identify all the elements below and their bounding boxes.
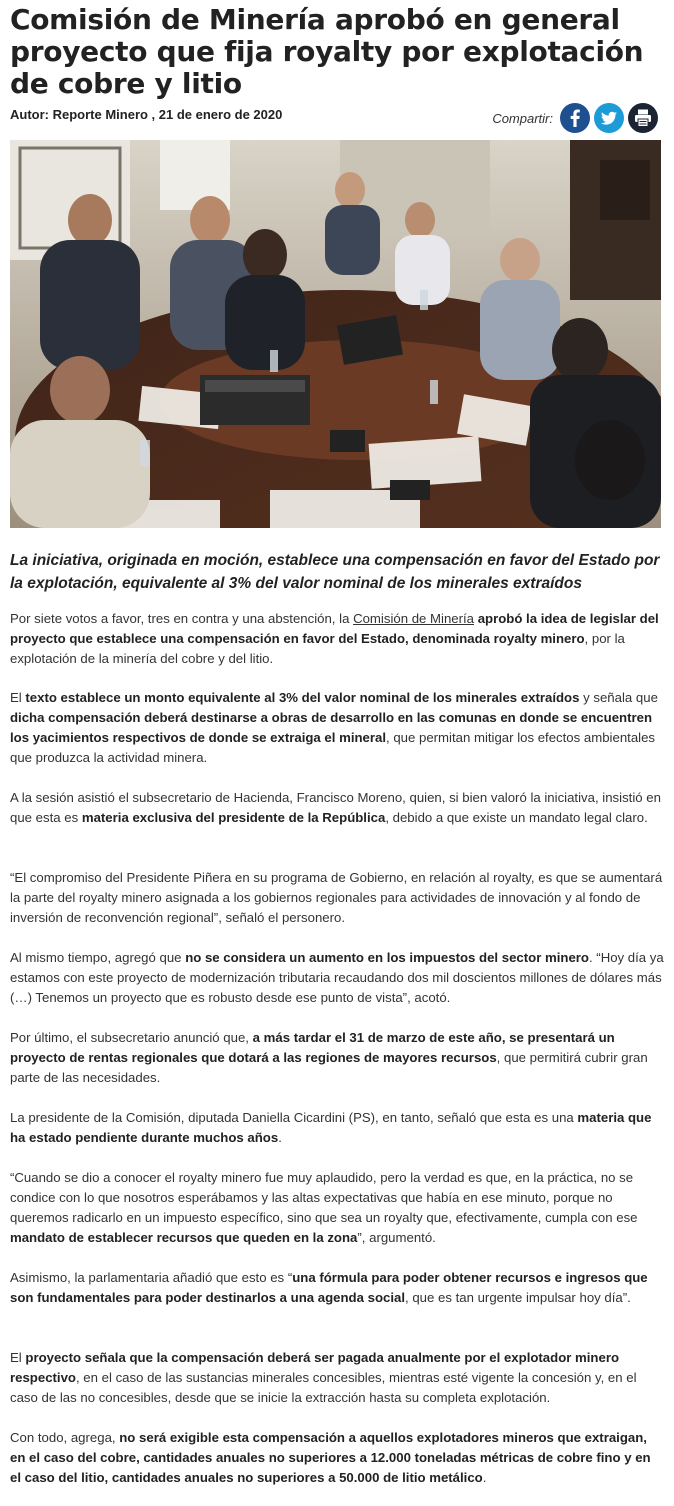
article-title: Comisión de Minería aprobó en general proyecto que fija royalty por explotación de cobre y litio <box>10 3 644 100</box>
facebook-share-button[interactable] <box>560 103 590 133</box>
facebook-icon <box>560 103 590 133</box>
paragraph-2: El texto establece un monto equivalente al 3% del valor nominal de los minerales extraídos y señala que dicha compensación deberá destinarse a obras de desarrollo en las comunas en donde se encuentren los yacimientos respectivos de donde se extraiga el mineral, que permitan mitigar los efectos ambientales que produzca la actividad minera. <box>10 690 658 765</box>
share-label: Compartir: <box>492 110 553 126</box>
paragraph-5: Al mismo tiempo, agregó que no se considera un aumento en los impuestos del sector minero. “Hoy día ya estamos con este proyecto de modernización tributaria recaudando dos mil doscientos millones de dólares más (…) Tenemos un proyecto que es robusto desde ese punto de vista”, acotó. <box>10 950 664 1005</box>
paragraph-9: Asimismo, la parlamentaria añadió que esto es “una fórmula para poder obtener recursos e ingresos que son fundamentales para poder destinarlos a una agenda social, que es tan urgente impulsar hoy día”. <box>10 1270 648 1305</box>
article-photo <box>10 140 661 528</box>
article-lead: La iniciativa, originada en moción, establece una compensación en favor del Estado por la explotación, equivalente al 3% del valor nominal de los minerales extraídos <box>10 552 660 592</box>
share-bar <box>492 104 658 132</box>
twitter-icon <box>594 103 624 133</box>
paragraph-4: “El compromiso del Presidente Piñera en su programa de Gobierno, en relación al royalty, es que se aumentará la parte del royalty minero asignada a los gobiernos regionales para actividades de innovación y al fondo de inversión de reconvención regional”, señaló el personero. <box>10 870 663 925</box>
paragraph-10: El proyecto señala que la compensación deberá ser pagada anualmente por el explotador minero respectivo, en el caso de las sustancias minerales concesibles, mientras esté vigente la concesión y, en el caso de las no concesibles, desde que se inicie la extracción hasta su completa explotación. <box>10 1350 637 1405</box>
paragraph-3: A la sesión asistió el subsecretario de Hacienda, Francisco Moreno, quien, si bien valoró la iniciativa, insistió en que esta es materia exclusiva del presidente de la República, debido a que existe un mandato legal claro. <box>10 790 661 825</box>
paragraph-8: “Cuando se dio a conocer el royalty minero fue muy aplaudido, pero la verdad es que, en la práctica, no se condice con lo que nosotros esperábamos y las altas expectativas que había en ese minuto, porque no queremos radicarlo en un impuesto específico, sino que sea un royalty que, efectivamente, cumpla con ese mandato de establecer recursos que queden en la zona”, argumentó. <box>10 1170 638 1245</box>
twitter-share-button[interactable] <box>594 103 624 133</box>
article-meta <box>10 104 660 132</box>
print-icon <box>628 103 658 133</box>
print-button[interactable] <box>628 103 658 133</box>
paragraph-11: Con todo, agrega, no será exigible esta compensación a aquellos explotadores mineros que extraigan, en el caso del cobre, cantidades anuales no superiores a 12.000 toneladas métricas de cobre fino y en el caso del litio, cantidades anuales no superiores a 50.000 de litio metálico. <box>10 1430 651 1485</box>
paragraph-7: La presidente de la Comisión, diputada Daniella Cicardini (PS), en tanto, señaló que esta es una materia que ha estado pendiente durante muchos años. <box>10 1110 652 1145</box>
comision-mineria-link[interactable]: Comisión de Minería <box>353 611 475 626</box>
paragraph-1: Por siete votos a favor, tres en contra y una abstención, la Comisión de Minería aprobó la idea de legislar del proyecto que establece una compensación en favor del Estado, denominada royalty minero, por la explotación de la minería del cobre y del litio. <box>10 611 659 666</box>
author-date: Autor: Reporte Minero , 21 de enero de 2020 <box>10 107 283 122</box>
paragraph-6: Por último, el subsecretario anunció que, a más tardar el 31 de marzo de este año, se presentará un proyecto de rentas regionales que dotará a las regiones de mayores recursos, que permitirá cubrir gran parte de las necesidades. <box>10 1030 648 1085</box>
